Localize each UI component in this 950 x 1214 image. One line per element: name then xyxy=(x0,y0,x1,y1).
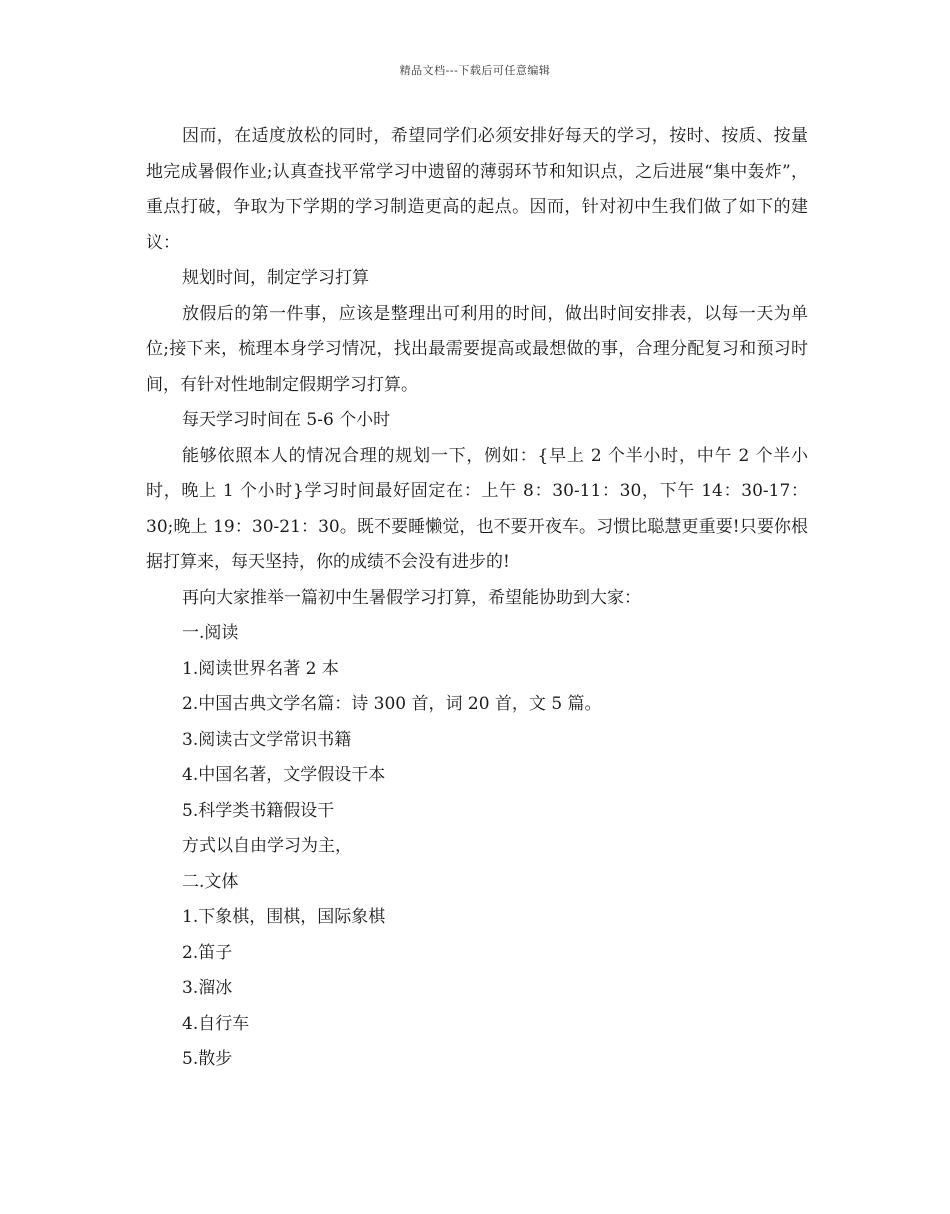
paragraph: 方式以自由学习为主， xyxy=(182,836,352,856)
list-item: 2.中国古典文学名篇：诗 300 首，词 20 首，文 5 篇。 xyxy=(182,694,602,714)
paragraph: 能够依照本人的情况合理的规划一下，例如：{早上 2 个半小时，中午 2 个半小时，晚上 1 个小时}学习时间最好固定在：上午 8：30-11：30，下午 14：30-17：30;晚上 19：30-21：30。既不要睡懒觉，也不要开夜车。习惯比聪慧更重要!只要你根据打算来，每天坚持，你的成绩不会没有进步的! xyxy=(146,445,808,572)
page-header: 精品文档---下载后可任意编辑 xyxy=(399,64,551,77)
paragraph: 再向大家推举一篇初中生暑假学习打算，希望能协助到大家： xyxy=(182,587,641,608)
list-heading: 一.阅读 xyxy=(182,623,239,643)
section-heading: 每天学习时间在 5-6 个小时 xyxy=(182,410,391,430)
document-body xyxy=(146,119,808,1078)
list-item: 5.科学类书籍假设干 xyxy=(182,800,335,821)
list-item: 1.阅读世界名著 2 本 xyxy=(182,658,339,679)
paragraph: 因而，在适度放松的同时，希望同学们必须安排好每天的学习，按时、按质、按量地完成暑假作业;认真查找平常学习中遗留的薄弱环节和知识点，之后进展“集中轰炸”，重点打破，争取为下学期的学习制造更高的起点。因而，针对初中生我们做了如下的建议： xyxy=(146,126,808,253)
section-heading: 规划时间，制定学习打算 xyxy=(182,268,369,288)
list-item: 3.溜冰 xyxy=(182,978,233,998)
list-item: 5.散步 xyxy=(182,1049,233,1069)
list-item: 2.笛子 xyxy=(182,942,233,963)
list-heading: 二.文体 xyxy=(182,871,239,892)
list-item: 3.阅读古文学常识书籍 xyxy=(182,729,352,750)
paragraph: 放假后的第一件事，应该是整理出可利用的时间，做出时间安排表，以每一天为单位;接下来，梳理本身学习情况，找出最需要提高或最想做的事，合理分配复习和预习时间，有针对性地制定假期学习打算。 xyxy=(146,303,808,395)
list-item: 4.自行车 xyxy=(182,1013,250,1034)
list-item: 4.中国名著，文学假设干本 xyxy=(182,765,386,785)
list-item: 1.下象棋，围棋，国际象棋 xyxy=(182,907,386,927)
